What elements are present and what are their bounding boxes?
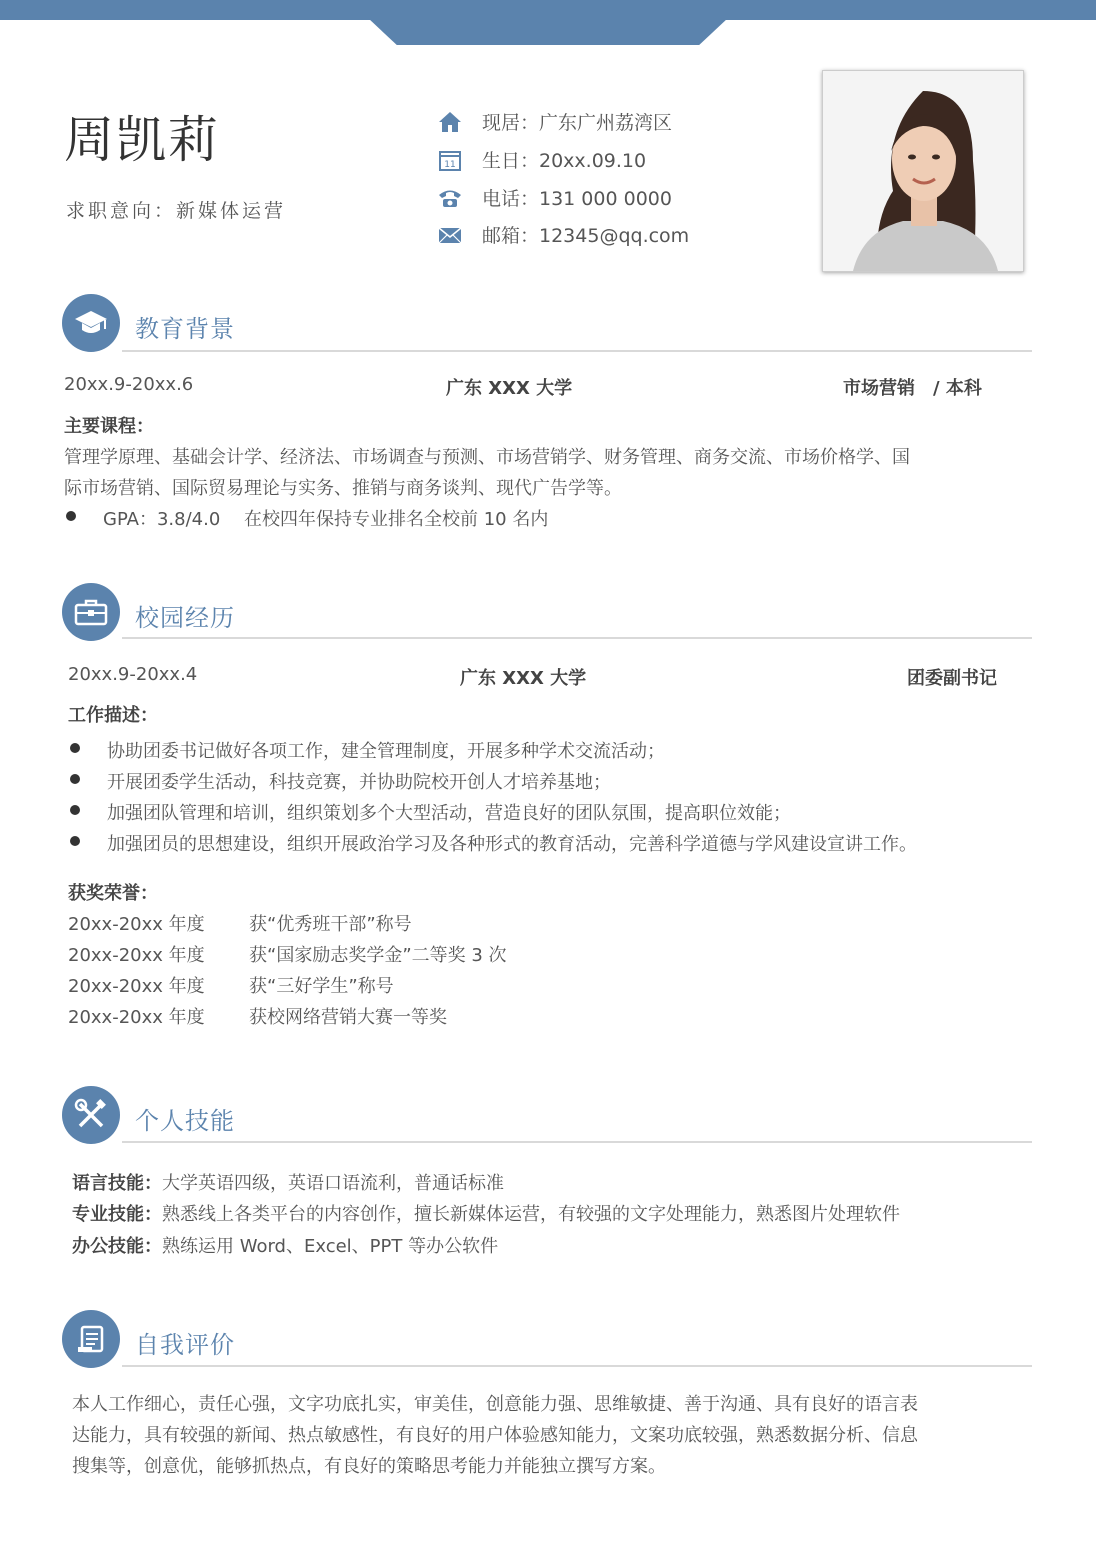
contact-birthday [436, 146, 646, 173]
contact-email [436, 221, 689, 248]
award-year-3: 20xx-20xx 年度 [68, 976, 205, 997]
self-line-2: 达能力，具有较强的新闻、热点敏感性，有良好的用户体验感知能力，文案功底较强，熟悉数据分析、信息 [72, 1425, 918, 1446]
self-divider [122, 1365, 1032, 1367]
work-item-4: 加强团员的思想建设，组织开展政治学习及各种形式的教育活动，完善科学道德与学风建设宣讲工作。 [107, 834, 917, 855]
self-title: 自我评价 [135, 1331, 235, 1359]
campus-role: 团委副书记 [907, 668, 997, 689]
skill-language [72, 1169, 504, 1195]
self-line-1: 本人工作细心，责任心强，文字功底扎实，审美佳，创意能力强、思维敏捷、善于沟通、具有良好的语言表 [72, 1394, 918, 1415]
award-text-4: 获校网络营销大赛一等奖 [249, 1007, 447, 1028]
profile-photo [822, 70, 1024, 272]
contact-address-text: 现居：广东广州荔湾区 [482, 112, 673, 134]
award-text-2: 获“国家励志奖学金”二等奖 3 次 [249, 945, 507, 966]
contact-address [436, 108, 672, 135]
mail-icon [436, 223, 464, 247]
courses-line-1: 管理学原理、基础会计学、经济法、市场调查与预测、市场营销学、财务管理、商务交流、市场价格学、国 [64, 447, 910, 468]
award-year-1: 20xx-20xx 年度 [68, 914, 205, 935]
work-item-2: 开展团委学生活动，科技竞赛，并协助院校开创人才培养基地； [107, 772, 611, 793]
bullet [70, 774, 80, 784]
skills-section-icon [62, 1086, 120, 1144]
tools-icon [74, 1098, 108, 1132]
self-line-3: 搜集等，创意优，能够抓热点，有良好的策略思考能力并能独立撰写方案。 [72, 1456, 666, 1477]
contact-phone-text: 电话：131 000 0000 [482, 188, 672, 210]
award-text-3: 获“三好学生”称号 [249, 976, 394, 997]
campus-divider [122, 637, 1032, 639]
campus-section-icon [62, 583, 120, 641]
education-section-icon [62, 294, 120, 352]
phone-icon [436, 186, 464, 210]
contact-birthday-text: 生日：20xx.09.10 [482, 150, 647, 172]
award-year-2: 20xx-20xx 年度 [68, 945, 205, 966]
skill-office-text: 熟练运用 Word、Excel、PPT 等办公软件 [162, 1236, 499, 1257]
education-school: 广东 XXX 大学 [446, 378, 573, 399]
skills-divider [122, 1141, 1032, 1143]
bullet [70, 805, 80, 815]
skills-title: 个人技能 [135, 1107, 235, 1135]
skill-office-label: 办公技能： [72, 1236, 162, 1257]
award-text-1: 获“优秀班干部”称号 [249, 914, 412, 935]
education-title: 教育背景 [135, 315, 235, 343]
calendar-icon [436, 148, 464, 172]
skill-professional [72, 1200, 900, 1226]
skill-language-text: 大学英语四级，英语口语流利，普通话标准 [162, 1173, 504, 1194]
award-year-4: 20xx-20xx 年度 [68, 1007, 205, 1028]
skill-professional-label: 专业技能： [72, 1204, 162, 1225]
self-section-icon [62, 1310, 120, 1368]
graduation-cap-icon [73, 308, 109, 338]
contact-email-text: 邮箱：12345@qq.com [482, 225, 690, 247]
bullet [70, 836, 80, 846]
work-item-3: 加强团队管理和培训，组织策划多个大型活动，营造良好的团队氛围，提高职位效能； [107, 803, 791, 824]
svg-text:11: 11 [444, 159, 456, 170]
courses-label: 主要课程： [64, 416, 154, 437]
home-icon [436, 110, 464, 134]
candidate-name: 周凯莉 [64, 111, 220, 169]
courses-line-2: 际市场营销、国际贸易理论与实务、推销与商务谈判、现代广告学等。 [64, 478, 622, 499]
awards-label: 获奖荣誉： [68, 883, 158, 904]
education-major: 市场营销 / 本科 [843, 378, 982, 399]
notepad-icon [75, 1323, 107, 1355]
skill-language-label: 语言技能： [72, 1173, 162, 1194]
top-tab [368, 18, 728, 45]
education-divider [122, 350, 1032, 352]
bullet [66, 511, 76, 521]
top-bar [0, 0, 1096, 20]
campus-school: 广东 XXX 大学 [460, 668, 587, 689]
work-item-1: 协助团委书记做好各项工作，建全管理制度，开展多种学术交流活动； [107, 741, 665, 762]
work-desc-label: 工作描述： [68, 705, 158, 726]
job-intent: 求职意向：新媒体运营 [66, 200, 287, 222]
campus-title: 校园经历 [135, 604, 235, 632]
campus-date: 20xx.9-20xx.4 [68, 664, 198, 685]
briefcase-icon [73, 598, 109, 626]
bullet [70, 743, 80, 753]
skill-professional-text: 熟悉线上各类平台的内容创作，擅长新媒体运营，有较强的文字处理能力，熟悉图片处理软件 [162, 1204, 900, 1225]
gpa-text: GPA：3.8/4.0 在校四年保持专业排名全校前 10 名内 [103, 509, 549, 530]
skill-office [72, 1232, 498, 1258]
contact-phone [436, 184, 672, 211]
education-date: 20xx.9-20xx.6 [64, 374, 194, 395]
